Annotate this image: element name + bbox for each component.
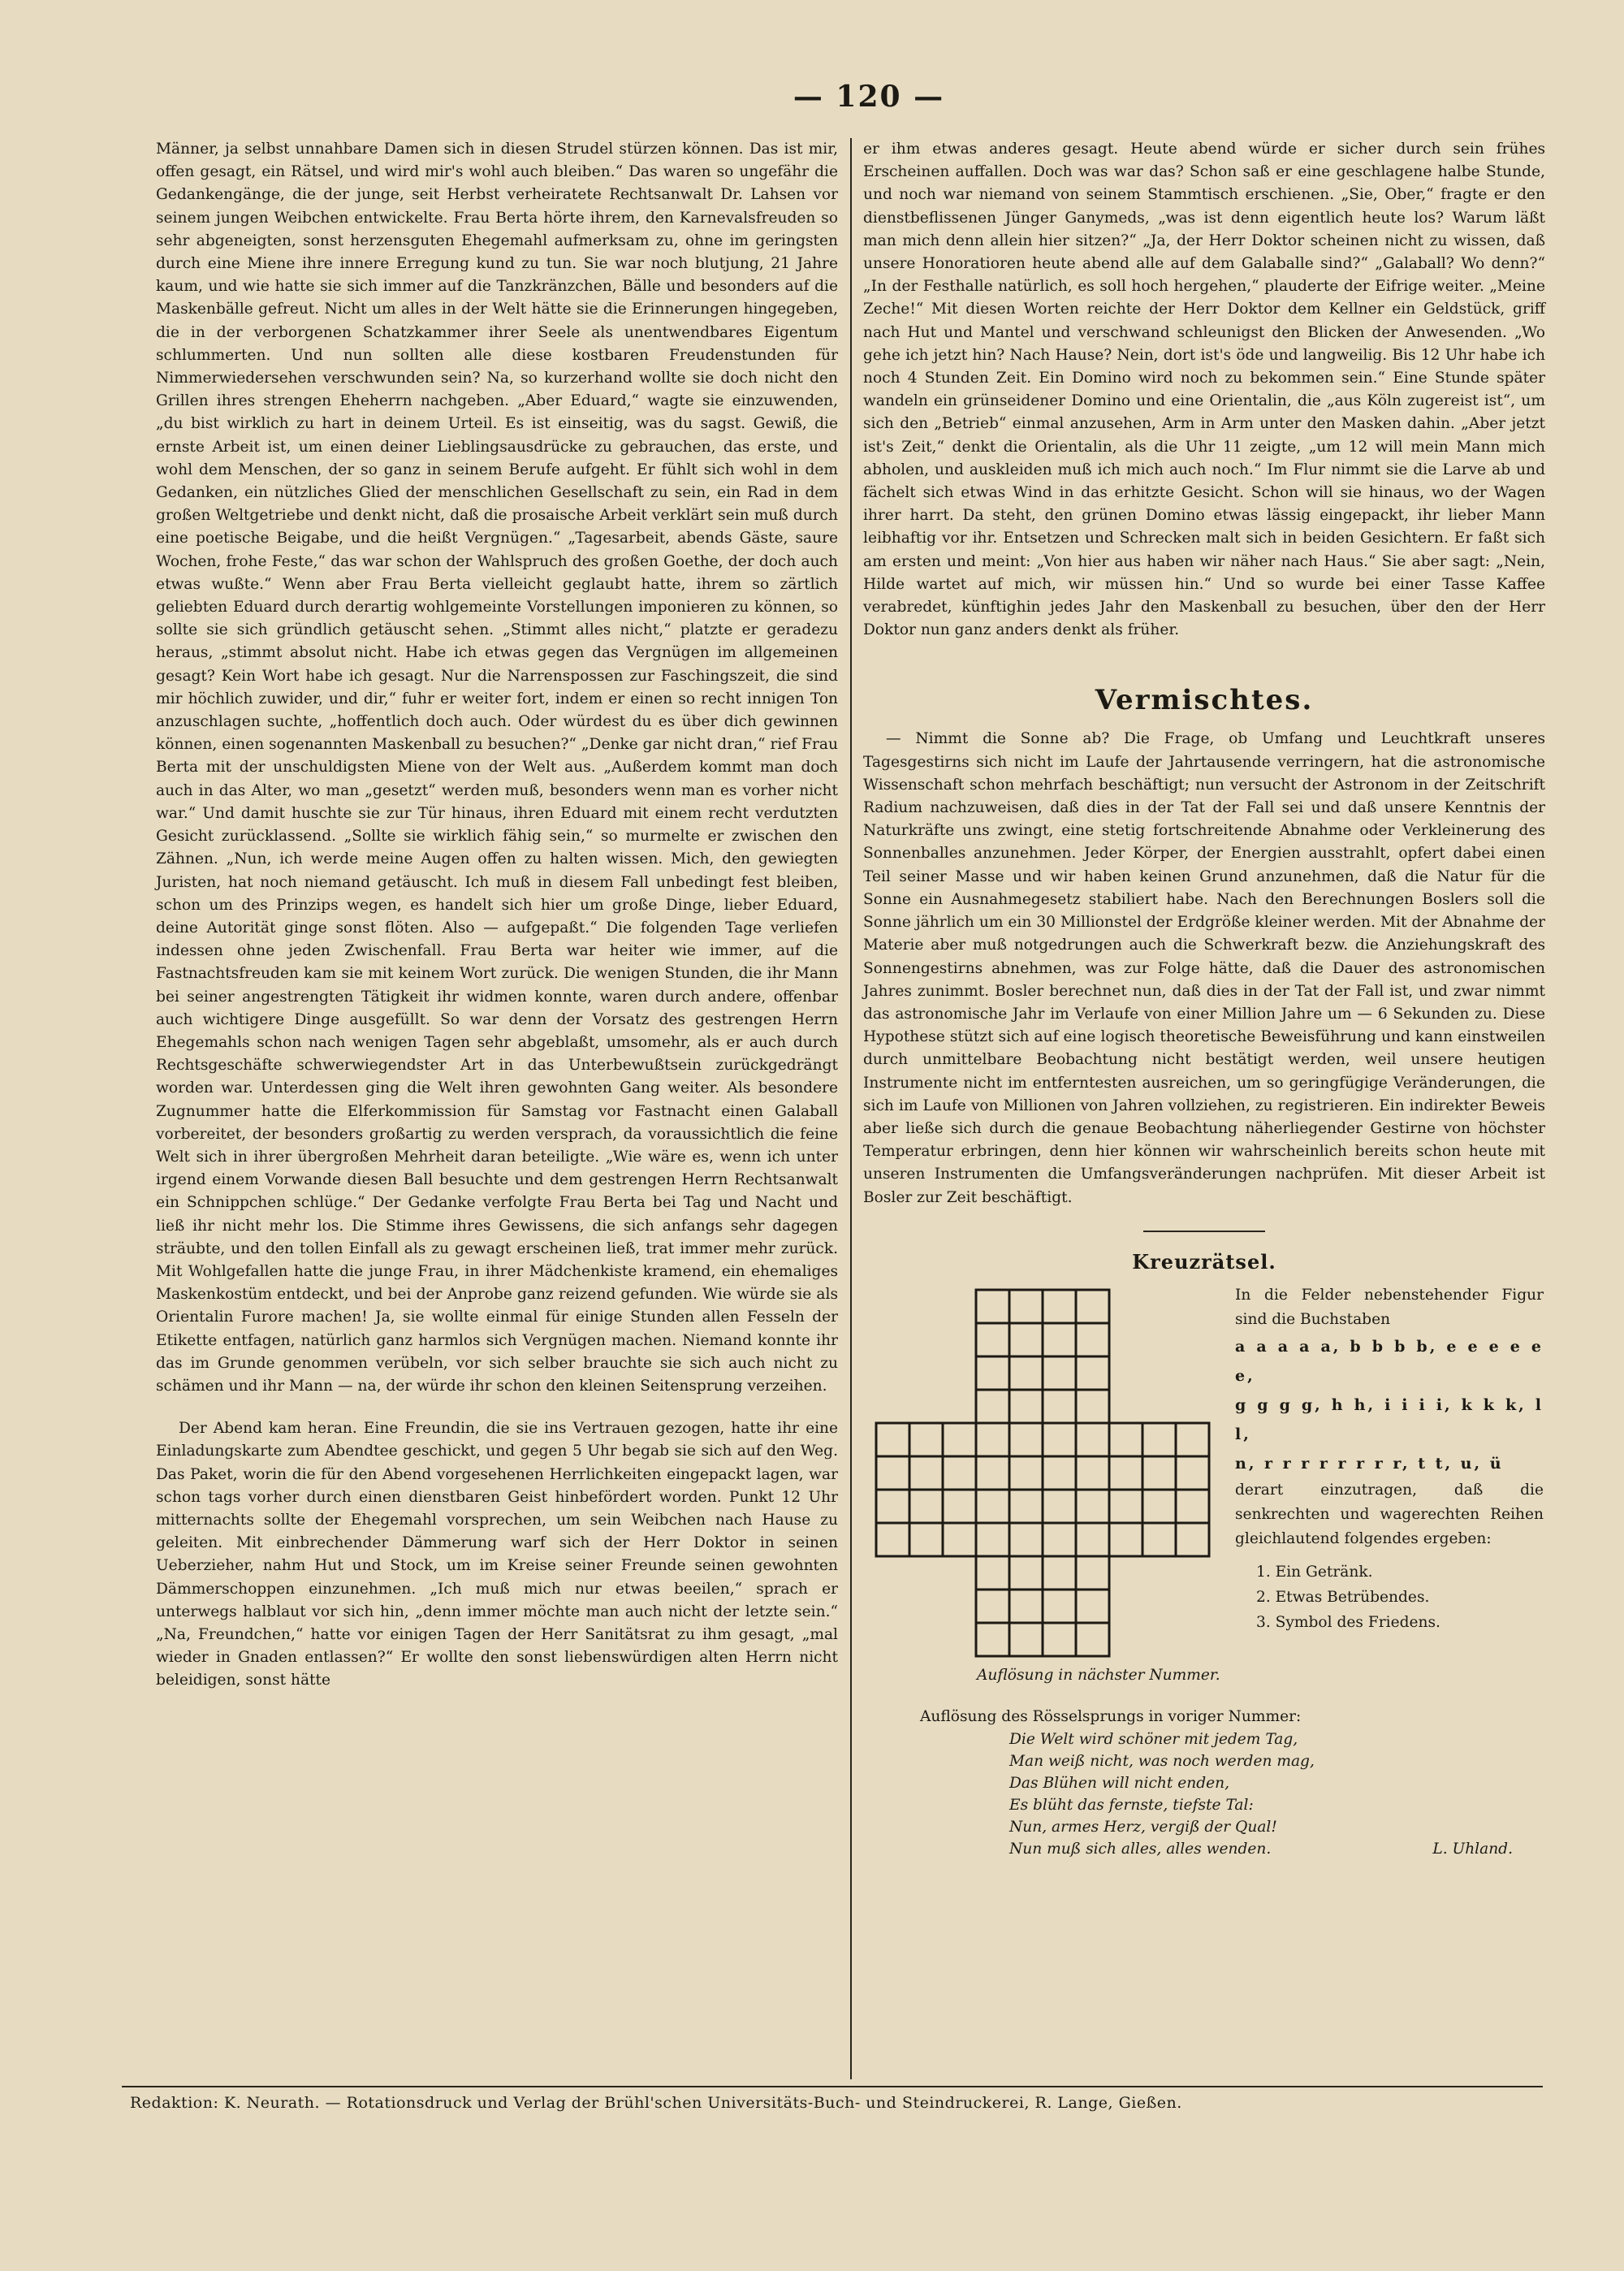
grid-cell: [1043, 1490, 1076, 1523]
imprint-footer: Redaktion: K. Neurath. — Rotationsdruck und Verlag der Brühl'schen Universitäts-Buch- und Steindruckerei, R. Lange, Gießen.: [130, 2094, 1182, 2112]
grid-cell: [1009, 1623, 1043, 1656]
story-paragraph-1: Männer, ja selbst unnahbare Damen sich in diesen Strudel stürzen können. Das ist mir, offen gesagt, ein Rätsel, und wird mir's wohl auch bleiben.“ Das waren so ungefähr die Gedankengänge, die der junge, seit Herbst verheiratete Rechtsanwalt Dr. Lahsen vor seinem jungen Weibchen entwickelte. Frau Berta hörte ihrem, den Karnevalsfreuden so sehr abgeneigten, sonst herzensguten Ehegemahl aufmerksam zu, ohne im geringsten durch eine Miene ihre innere Erregung kund zu tun. Sie war noch blutjung, 21 Jahre kaum, und wie hatte sie sich immer auf die Tanzkränzchen, Bälle und besonders auf die Maskenbälle gefreut. Nicht um alles in der Welt hätte sie die Erinnerungen hingegeben, die in der verborgenen Schatzkammer ihrer Seele als unentwendbares Eigentum schlummerten. Und nun sollten alle diese kostbaren Freudenstunden für Nimmerwiedersehen verschwunden sein? Na, so kurzerhand wollte sie doch nicht den Grillen ihres strengen Eheherrn nachgeben. „Aber Eduard,“ wagte sie einzuwenden, „du bist wirklich zu hart in deinem Urteil. Es ist einseitig, was du sagst. Gewiß, die ernste Arbeit ist, um einen deiner Lieblingsausdrücke zu gebrauchen, das erste, und wohl dem Menschen, der so ganz in seinem Berufe aufgeht. Er fühlt sich wohl in dem Gedanken, ein nützliches Glied der menschlichen Gesellschaft zu sein, ein Rad in dem großen Weltgetriebe und denkt nicht, daß die prosaische Arbeit verklärt sein muß durch eine poetische Beigabe, und die heißt Vergnügen.“ „Tagesarbeit, abends Gäste, saure Wochen, frohe Feste,“ das war schon der Wahlspruch des großen Goethe, der doch auch etwas wußte.“ Wenn aber Frau Berta vielleicht geglaubt hatte, ihrem so zärtlich geliebten Eduard durch derartig wohlgemeinte Vorstellungen imponieren zu können, so sollte sie sich gründlich getäuscht sehen. „Stimmt alles nicht,“ platzte er geradezu heraus, „stimmt absolut nicht. Habe ich etwas gegen das Vergnügen im allgemeinen gesagt? Kein Wort habe ich gesagt. Nur die Narrenspossen zur Faschingszeit, die sind mir höchlich zuwider, und dir,“ fuhr er weiter fort, indem er einen so recht innigen Ton anzuschlagen suchte, „hoffentlich doch auch. Oder würdest du es über dich gewinnen können, einen sogenannten Maskenball zu besuchen?“ „Denke gar nicht dran,“ rief Frau Berta mit der unschuldigsten Miene von der Welt aus. „Außerdem kommt man doch auch in das Alter, wo man „gesetzt“ werden muß, besonders wenn man es vorher nicht war.“ Und damit huschte sie zur Tür hinaus, ihren Eduard mit einem recht verdutzten Gesicht zurücklassend. „Sollte sie wirklich fähig sein,“ so murmelte er zwischen den Zähnen. „Nun, ich werde meine Augen offen zu halten wissen. Mich, den gewiegten Juristen, hat noch niemand getäuscht. Ich muß in diesem Fall unbedingt fest bleiben, schon um des Prinzips wegen, es handelt sich hier um große Dinge, lieber Eduard, deine Autorität ginge sonst flöten. Also — aufgepaßt.“ Die folgenden Tage verliefen indessen ohne jeden Zwischenfall. Frau Berta war heiter wie immer, auf die Fastnachtsfreuden kam sie mit keinem Wort zurück. Die wenigen Stunden, die ihr Mann bei seiner angestrengten Tätigkeit ihr widmen konnte, waren durch andere, offenbar auch wichtigere Dinge ausgefüllt. So war denn der Vorsatz des gestrengen Herrn Ehegemahls schon nach wenigen Tagen sehr abgeblaßt, umsomehr, als er auch durch Rechtsgeschäfte schwerwiegendster Art in das Unterbewußtsein zurückgedrängt worden war. Unterdessen ging die Welt ihren gewohnten Gang weiter. Als besondere Zugnummer hatte die Elferkommission für Samstag vor Fastnacht einen Galaball vorbereitet, der besonders großartig zu werden versprach, da voraussichtlich die feine Welt sich in ihrer übergroßen Mehrheit daran beteiligte. „Wie wäre es, wenn ich unter irgend einem Vorwande diesen Ball besuchte und dem gestrengen Herrn Rechtsanwalt ein Schnippchen schlüge.“ Der Gedanke verfolgte Frau Berta bei Tag und Nacht und ließ ihr nicht mehr los. Die Stimme ihres Gewissens, die sich anfangs sehr dagegen sträubte, und den tollen Einfall als zu gewagt erscheinen ließ, trat immer mehr zurück. Mit Wohlgefallen hatte die junge Frau, in ihrer Mädchenkiste kramend, ein ehemaliges Maskenkostüm entdeckt, und bei der Anprobe ganz reizend gefunden. Wie würde sie als Orientalin Furore machen! Ja, sie wollte einmal für einige Stunden allen Fesseln der Etikette entfagen, natürlich ganz harmlos sich Vergnügen machen. Niemand konnte ihr das im Grunde genommen verübeln, vor sich selber brauchte sie sich auch nicht zu schämen und ihr Mann — na, der würde ihr schon den kleinen Seitensprung verzeihen.: [156, 141, 838, 1395]
grid-cell: [976, 1623, 1009, 1656]
grid-cell: [1076, 1356, 1109, 1390]
left-column: [156, 138, 838, 1693]
grid-cell: [1142, 1490, 1176, 1523]
clue-item: 1. Ein Getränk.: [1256, 1563, 1373, 1581]
grid-cell: [1076, 1423, 1109, 1456]
grid-cell: [1043, 1356, 1076, 1390]
grid-cell: [1142, 1523, 1176, 1556]
puzzle-letters: [1235, 1332, 1544, 1478]
grid-cell: [909, 1423, 943, 1456]
grid-cell: [1076, 1490, 1109, 1523]
grid-cell: [1076, 1590, 1109, 1623]
puzzle-intro: In die Felder nebenstehender Figur sind die Buchstaben: [1235, 1286, 1544, 1328]
poem-line: Die Welt wird schöner mit jedem Tag,: [1009, 1730, 1298, 1748]
grid-cell: [1109, 1490, 1142, 1523]
poem-author: L. Uhland.: [1432, 1840, 1513, 1858]
grid-cell: [909, 1456, 943, 1490]
clue-item: 2. Etwas Betrübendes.: [1256, 1588, 1430, 1606]
grid-cell: [1009, 1390, 1043, 1423]
grid-cell: [1043, 1556, 1076, 1590]
crossword-puzzle: [863, 1283, 1545, 1689]
grid-cell: [1009, 1556, 1043, 1590]
grid-cell: [976, 1556, 1009, 1590]
grid-cell: [1176, 1490, 1209, 1523]
grid-cell: [976, 1456, 1009, 1490]
grid-cell: [1176, 1423, 1209, 1456]
grid-cell: [1076, 1523, 1109, 1556]
grid-cell: [943, 1490, 976, 1523]
puzzle-rules: derart einzutragen, daß die senkrechten und wagerechten Reihen gleichlautend folgendes ergeben:: [1235, 1481, 1544, 1547]
grid-cell: [1076, 1556, 1109, 1590]
grid-cell: [1142, 1423, 1176, 1456]
grid-cell: [976, 1490, 1009, 1523]
previous-solution: [920, 1706, 1545, 1860]
poem: [1009, 1728, 1545, 1860]
puzzle-instructions: [1235, 1283, 1544, 1635]
page-number: — 120 —: [793, 80, 945, 114]
clue-item: 3. Symbol des Friedens.: [1256, 1613, 1440, 1631]
poem-line: Das Blühen will nicht enden,: [1009, 1774, 1230, 1792]
grid-cell: [1109, 1456, 1142, 1490]
right-column: [863, 138, 1545, 1860]
grid-cell: [1009, 1490, 1043, 1523]
section-divider: [1143, 1231, 1265, 1232]
grid-cell: [1176, 1456, 1209, 1490]
grid-cell: [976, 1523, 1009, 1556]
grid-cell: [1043, 1523, 1076, 1556]
grid-cell: [1009, 1290, 1043, 1323]
story-paragraph-2: Der Abend kam heran. Eine Freundin, die sie ins Vertrauen gezogen, hatte ihr eine Einladungskarte zum Abendtee geschickt, und gegen 5 Uhr begab sie sich auf den Weg. Das Paket, worin die für den Abend vorgesehenen Herrlichkeiten eingepackt lagen, war schon tags vorher durch einen dienstbaren Geist hinbefördert worden. Punkt 12 Uhr mitternachts sollte der Ehegemahl vorsprechen, um sein Weibchen nach Hause zu geleiten. Mit einbrechender Dämmerung warf sich der Herr Doktor in seinen Ueberzieher, nahm Hut und Stock, um im Kreise seiner Freunde seinen gewohnten Dämmerschoppen einzunehmen. „Ich muß mich nur etwas beeilen,“ sprach er unterwegs halblaut vor sich hin, „denn immer möchte man auch nicht der letzte sein.“ „Na, Freundchen,“ hatte vor einigen Tagen der Herr Sanitätsrat zu ihm gesagt, „mal wieder in Gnaden entlassen?“ Er wollte den sonst liebenswürdigen alten Herrn nicht beleidigen, sonst hätte: [156, 1420, 838, 1689]
grid-cell: [1076, 1390, 1109, 1423]
puzzle-heading: Kreuzrätsel.: [1132, 1249, 1276, 1274]
puzzle-caption: Auflösung in nächster Nummer.: [977, 1666, 1220, 1684]
grid-cell: [1009, 1323, 1043, 1356]
grid-cell: [943, 1523, 976, 1556]
grid-cell: [1009, 1456, 1043, 1490]
vermischtes-article: — Nimmt die Sonne ab? Die Frage, ob Umfang und Leuchtkraft unseres Tagesgestirns sich nicht im Laufe der Jahrtausende verringern, hat die astronomische Wissenschaft schon mehrfach beschäftigt; nun versucht der Astronom in der Zeitschrift Radium nachzuweisen, daß dies in der Tat der Fall sei und daß unsere Kenntnis der Naturkräfte uns zwingt, eine stetig fortschreitende Abnahme oder Verkleinerung des Sonnenballes anzunehmen. Jeder Körper, der Energien ausstrahlt, opfert dabei einen Teil seiner Masse und wir haben keinen Grund anzunehmen, daß die Natur für die Sonne ein Ausnahmegesetz stabiliert habe. Nach den Berechnungen Boslers soll die Sonne jährlich um ein 30 Millionstel der Erdgröße kleiner werden. Mit der Abnahme der Materie aber muß notgedrungen auch die Schwerkraft bezw. die Anziehungskraft des Sonnengestirns abnehmen, was zur Folge hätte, daß die Dauer des astronomischen Jahres zunimmt. Bosler berechnet nun, daß dies in der Tat der Fall ist, und zwar nimmt das astronomische Jahr im Verlaufe von einer Million Jahre um — 6 Sekunden zu. Diese Hypothese stützt sich auf eine logisch theoretische Beweisführung und kann einstweilen durch unmittelbare Beobachtung nicht bestätigt werden, weil unsere heutigen Instrumente nicht im entferntesten ausreichen, um so geringfügige Veränderungen, die sich im Laufe von Millionen von Jahren vollziehen, zu registrieren. Ein indirekter Beweis aber ließe sich durch die genaue Beobachtung näherliegender Gestirne von höchster Temperatur erbringen, denn hier können wir wahrscheinlich bereits schon heute mit unseren Instrumenten die Umfangsveränderungen nachprüfen. Mit dieser Arbeit ist Bosler zur Zeit beschäftigt.: [863, 730, 1545, 1206]
grid-cell: [1076, 1290, 1109, 1323]
grid-cell: [1076, 1623, 1109, 1656]
grid-cell: [1043, 1590, 1076, 1623]
crossword-grid: [863, 1283, 1220, 1665]
grid-cell: [976, 1390, 1009, 1423]
grid-cell: [976, 1290, 1009, 1323]
letters-line: n, r r r r r r r r, t t, u, ü: [1235, 1454, 1504, 1473]
poem-line: Nun muß sich alles, alles wenden.: [1009, 1840, 1272, 1858]
story-continuation: er ihm etwas anderes gesagt. Heute abend würde er sicher durch sein frühes Erscheinen auffallen. Doch was war das? Schon saß er eine geschlagene halbe Stunde, und noch war niemand von seinem Stammtisch erschienen. „Sie, Ober,“ fragte er den dienstbeflissenen Jünger Ganymeds, „was ist denn eigentlich heute los? Warum läßt man mich denn allein hier sitzen?“ „Ja, der Herr Doktor scheinen nicht zu wissen, daß unsere Honoratioren heute abend alle auf dem Galaballe sind?“ „Galaball? Wo denn?“ „In der Festhalle natürlich, es soll hoch hergehen,“ plauderte der Eifrige weiter. „Meine Zeche!“ Mit diesen Worten reichte der Herr Doktor dem Kellner ein Geldstück, griff nach Hut und Mantel und verschwand schleunigst den Blicken der Anwesenden. „Wo gehe ich jetzt hin? Nach Hause? Nein, dort ist's öde und langweilig. Bis 12 Uhr habe ich noch 4 Stunden Zeit. Ein Domino wird noch zu bekommen sein.“ Eine Stunde später wandeln ein grünseidener Domino und eine Orientalin, die „aus Köln zugereist ist“, um sich den „Betrieb“ einmal anzusehen, Arm in Arm unter den Masken dahin. „Aber jetzt ist's Zeit,“ denkt die Orientalin, als die Uhr 11 zeigte, „um 12 will mein Mann mich abholen, und auskleiden muß ich mich auch noch.“ Im Flur nimmt sie die Larve ab und fächelt sich etwas Wind in das erhitzte Gesicht. Schon will sie hinaus, wo der Wagen ihrer harrt. Da steht, den grünen Domino etwas lässig eingepackt, ihr lieber Mann leibhaftig vor ihr. Entsetzen und Schrecken malt sich in beiden Gesichtern. Er faßt sich am ersten und meint: „Von hier aus haben wir näher nach Haus.“ Sie aber sagt: „Nein, Hilde wartet auf mich, wir müssen hin.“ Und so wurde bei einer Tasse Kaffee verabredet, künftighin jedes Jahr den Maskenball zu besuchen, über den der Herr Doktor nun ganz anders denkt als früher.: [863, 141, 1545, 639]
column-divider: [850, 138, 852, 2079]
footer-rule: [122, 2086, 1543, 2087]
grid-cell: [1009, 1423, 1043, 1456]
poem-line: Nun, armes Herz, vergiß der Qual!: [1009, 1818, 1277, 1836]
grid-cell: [1109, 1523, 1142, 1556]
grid-cell: [876, 1423, 909, 1456]
grid-cell: [876, 1490, 909, 1523]
grid-cell: [976, 1590, 1009, 1623]
grid-cell: [1142, 1456, 1176, 1490]
vermischtes-heading: Vermischtes.: [1095, 684, 1314, 717]
letters-line: g g g g, h h, i i i i, k k k, l l,: [1235, 1395, 1544, 1443]
grid-cell: [1176, 1523, 1209, 1556]
grid-cell: [1043, 1290, 1076, 1323]
grid-cell: [943, 1456, 976, 1490]
grid-cell: [1109, 1423, 1142, 1456]
grid-cell: [1076, 1456, 1109, 1490]
solution-heading: Auflösung des Rösselsprungs in voriger Nummer:: [920, 1707, 1302, 1725]
grid-cell: [909, 1523, 943, 1556]
grid-cell: [1009, 1356, 1043, 1390]
clue-list: [1256, 1559, 1544, 1635]
grid-cell: [1043, 1390, 1076, 1423]
poem-line: Man weiß nicht, was noch werden mag,: [1009, 1752, 1315, 1770]
grid-cell: [1043, 1456, 1076, 1490]
grid-cell: [1009, 1523, 1043, 1556]
grid-cell: [1043, 1623, 1076, 1656]
grid-cell: [1043, 1323, 1076, 1356]
grid-cell: [976, 1423, 1009, 1456]
letters-line: a a a a a, b b b b, e e e e e e,: [1235, 1337, 1544, 1385]
grid-cell: [1009, 1590, 1043, 1623]
grid-cell: [976, 1356, 1009, 1390]
grid-cell: [1076, 1323, 1109, 1356]
grid-cell: [976, 1323, 1009, 1356]
grid-cell: [1043, 1423, 1076, 1456]
grid-cell: [876, 1456, 909, 1490]
grid-cell: [909, 1490, 943, 1523]
grid-cell: [876, 1523, 909, 1556]
poem-line: Es blüht das fernste, tiefste Tal:: [1009, 1796, 1254, 1814]
grid-cell: [943, 1423, 976, 1456]
